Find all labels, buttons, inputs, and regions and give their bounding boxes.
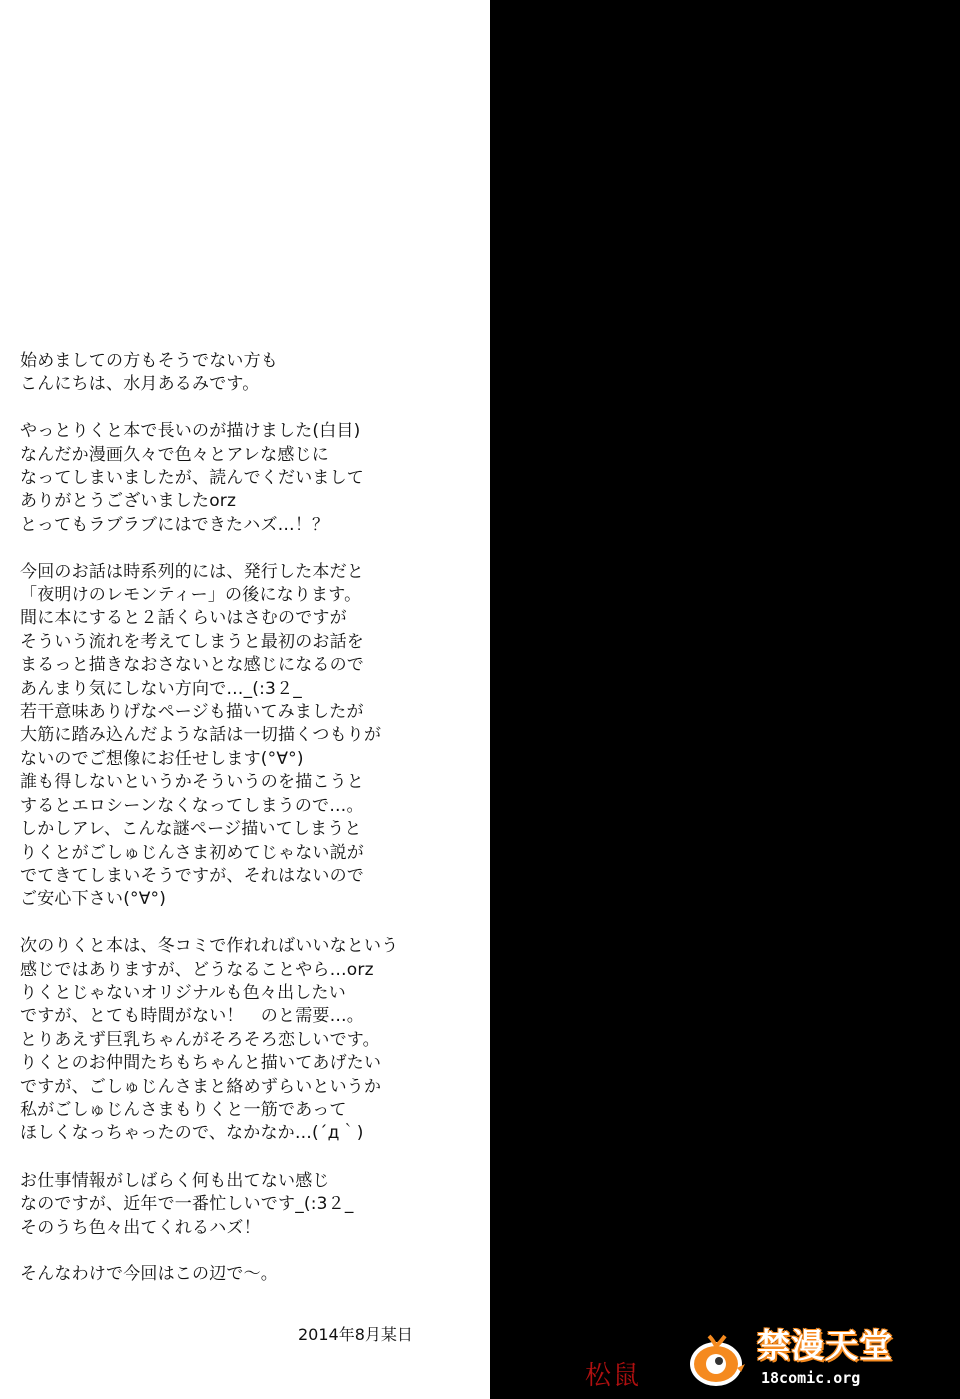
afterword-date: 2014年8月某日 <box>298 1325 413 1344</box>
paragraph-story-notes <box>20 561 475 912</box>
text-line: でてきてしまいそうですが、それはないので <box>20 865 364 886</box>
text-line: まるっと描きなおさないとな感じになるので <box>20 655 364 676</box>
text-line: するとエロシーンなくなってしまうので…。 <box>20 795 364 816</box>
text-line: りくとじゃないオリジナルも色々出したい <box>20 982 346 1003</box>
paragraph-next-book <box>20 935 475 1146</box>
site-watermark <box>685 1320 955 1396</box>
text-line: ご安心下さい(°∀°) <box>20 889 167 910</box>
afterword-text <box>20 350 475 1310</box>
scanlator-stamp: 松鼠 <box>585 1361 642 1391</box>
paragraph-thanks <box>20 420 475 537</box>
paragraph-closing <box>20 1263 475 1286</box>
text-line: 感じではありますが、どうなることやら…orz <box>20 959 374 980</box>
text-line: ですが、とても時間がない！ のと需要…。 <box>20 1006 364 1027</box>
text-line: 始めましての方もそうでない方も <box>20 351 278 371</box>
bird-mascot-icon <box>685 1328 747 1390</box>
text-line: ですが、ごしゅじんさまと絡めずらいというか <box>20 1076 382 1097</box>
text-line: やっとりくと本で長いのが描けました(白目) <box>20 421 361 442</box>
text-line: とってもラブラブにはできたハズ…！？ <box>20 514 330 535</box>
text-line: こんにちは、水月あるみです。 <box>20 374 260 395</box>
text-line: 次のりくと本は、冬コミで作れればいいなという <box>20 936 399 957</box>
text-line: 誰も得しないというかそういうのを描こうと <box>20 772 364 793</box>
text-line: そんなわけで今回はこの辺で～。 <box>20 1264 278 1285</box>
text-line: そのうち色々出てくれるハズ！ <box>20 1217 261 1238</box>
text-line: 「夜明けのレモンティー」の後になります。 <box>20 585 362 606</box>
text-line: ありがとうございましたorz <box>20 491 237 512</box>
black-panel <box>490 0 960 1399</box>
text-line: 私がごしゅじんさまもりくと一筋であって <box>20 1099 347 1120</box>
text-line: とりあえず巨乳ちゃんがそろそろ恋しいです。 <box>20 1029 380 1050</box>
text-line: あんまり気にしない方向で…_(:3２_ <box>20 678 302 699</box>
watermark-url: 18comic.org <box>761 1369 861 1387</box>
text-line: りくとがごしゅじんさま初めてじゃない説が <box>20 842 364 863</box>
watermark-title: 禁漫天堂 <box>757 1326 893 1365</box>
text-line: 今回のお話は時系列的には、発行した本だと <box>20 561 364 582</box>
text-line: りくとのお仲間たちもちゃんと描いてあげたい <box>20 1053 382 1074</box>
text-line: ないのでご想像にお任せします(°∀°) <box>20 748 304 769</box>
paragraph-greeting <box>20 350 475 397</box>
text-line: 間に本にすると２話くらいはさむのですが <box>20 608 347 629</box>
text-line: なのですが、近年で一番忙しいです_(:3２_ <box>20 1194 354 1215</box>
text-line: 大筋に踏み込んだような話は一切描くつもりが <box>20 725 382 746</box>
text-line: しかしアレ、こんな謎ページ描いてしまうと <box>20 819 362 840</box>
paragraph-work-info <box>20 1170 475 1240</box>
text-line: なってしまいましたが、読んでくだいまして <box>20 468 364 489</box>
text-line: ほしくなっちゃったので、なかなか…(´д｀) <box>20 1123 364 1144</box>
text-line: そういう流れを考えてしまうと最初のお話を <box>20 631 364 652</box>
text-line: なんだか漫画久々で色々とアレな感じに <box>20 444 329 465</box>
text-line: お仕事情報がしばらく何も出てない感じ <box>20 1170 330 1191</box>
text-line: 若干意味ありげなページも描いてみましたが <box>20 702 364 723</box>
